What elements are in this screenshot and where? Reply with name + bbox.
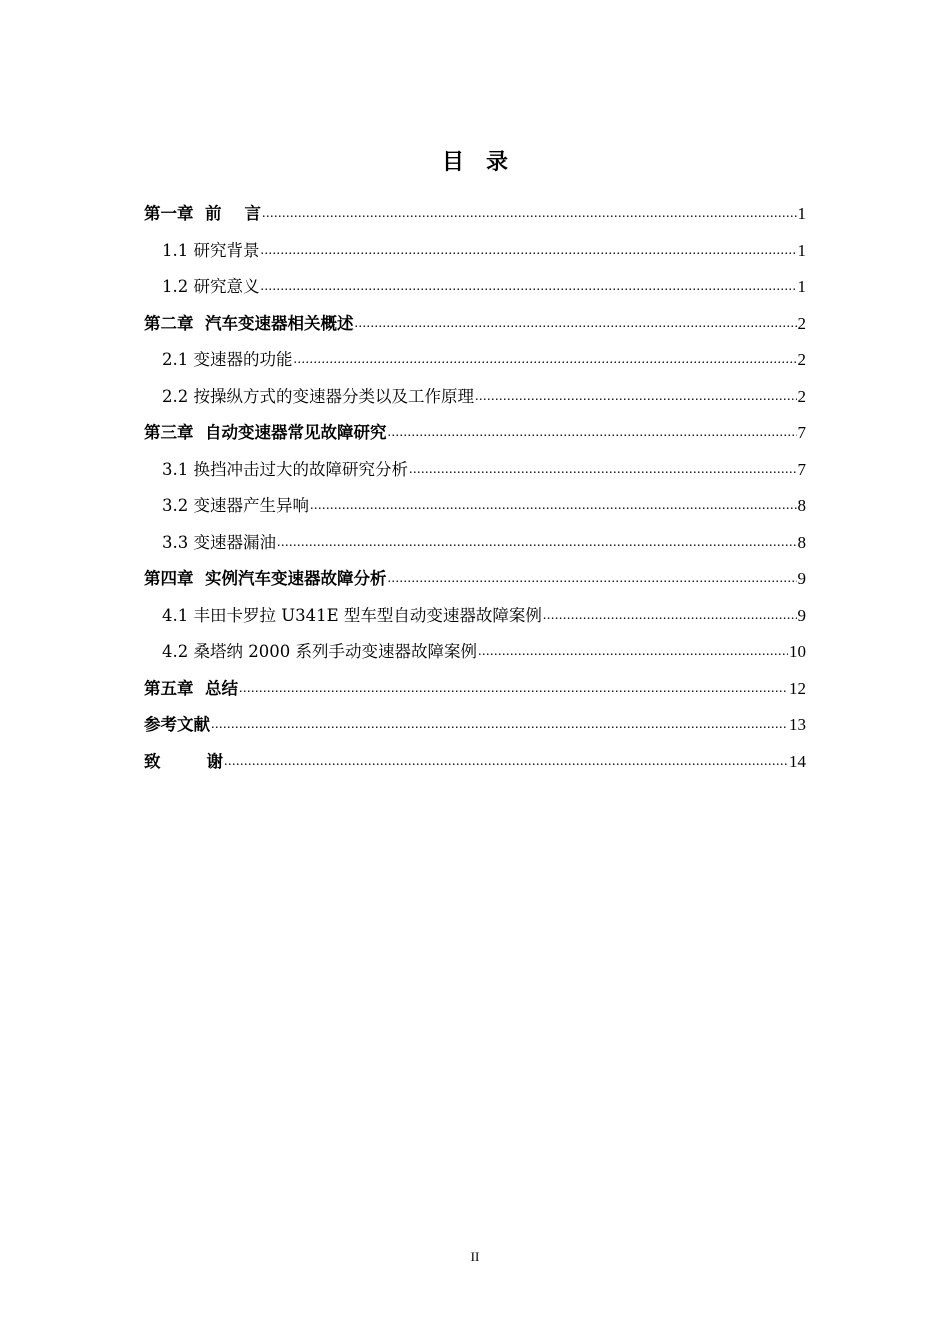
toc-entry-text: 1.2 研究意义	[162, 277, 260, 296]
toc-entry-page: 9	[797, 605, 806, 625]
toc-entry-page: 7	[797, 423, 806, 442]
table-of-contents	[144, 196, 806, 780]
toc-entry[interactable]	[144, 671, 806, 708]
toc-entry-text: 2.2 按操纵方式的变速器分类以及工作原理	[162, 386, 474, 406]
toc-entry-text: 参考文献	[144, 715, 210, 734]
toc-entry-page: 9	[797, 569, 806, 588]
toc-entry-page: 2	[797, 313, 806, 333]
toc-leader-dots	[277, 525, 797, 562]
toc-entry-page: 7	[797, 459, 806, 479]
toc-entry-page: 1	[797, 240, 806, 260]
toc-entry[interactable]	[144, 525, 806, 562]
toc-leader-dots	[294, 342, 797, 379]
toc-leader-dots	[224, 744, 788, 781]
toc-entry[interactable]	[144, 196, 806, 233]
toc-entry[interactable]	[144, 452, 806, 489]
toc-entry-page: 1	[797, 204, 806, 223]
toc-entry[interactable]	[144, 415, 806, 452]
toc-entry-page: 2	[797, 350, 806, 369]
toc-leader-dots	[310, 488, 797, 525]
toc-entry-text: 3.1 换挡冲击过大的故障研究分析	[162, 459, 408, 479]
toc-entry[interactable]	[144, 744, 806, 781]
page-number: II	[470, 1249, 480, 1264]
toc-entry[interactable]	[144, 634, 806, 671]
toc-entry-page: 1	[797, 277, 806, 296]
toc-leader-dots	[478, 634, 788, 671]
toc-entry-text: 4.2 桑塔纳 2000 系列手动变速器故障案例	[162, 642, 477, 661]
toc-entry-text: 2.1 变速器的功能	[162, 350, 293, 369]
toc-entry-text: 致 谢	[144, 751, 223, 771]
toc-leader-dots	[355, 306, 797, 343]
toc-leader-dots	[261, 233, 797, 270]
toc-entry-page: 2	[797, 386, 806, 406]
toc-entry-page: 12	[789, 678, 806, 698]
toc-entry[interactable]	[144, 598, 806, 635]
toc-entry-text: 第三章 自动变速器常见故障研究	[144, 423, 387, 442]
toc-leader-dots	[211, 707, 788, 744]
toc-entry-text: 第二章 汽车变速器相关概述	[144, 313, 354, 333]
toc-entry[interactable]	[144, 488, 806, 525]
toc-entry-page: 14	[789, 751, 806, 771]
toc-entry-page: 8	[797, 496, 806, 515]
toc-entry[interactable]	[144, 306, 806, 343]
toc-entry-text: 第一章 前 言	[144, 204, 261, 223]
toc-entry[interactable]	[144, 379, 806, 416]
toc-entry[interactable]	[144, 707, 806, 744]
toc-leader-dots	[543, 598, 797, 635]
toc-leader-dots	[239, 671, 788, 708]
toc-entry[interactable]	[144, 561, 806, 598]
toc-entry[interactable]	[144, 233, 806, 270]
toc-leader-dots	[475, 379, 797, 416]
toc-entry-text: 3.2 变速器产生异响	[162, 496, 309, 515]
toc-entry-text: 第四章 实例汽车变速器故障分析	[144, 569, 387, 588]
toc-entry-text: 1.1 研究背景	[162, 240, 260, 260]
toc-entry-page: 13	[789, 715, 806, 734]
toc-entry-page: 10	[789, 642, 806, 661]
toc-entry[interactable]	[144, 342, 806, 379]
toc-entry-text: 第五章 总结	[144, 678, 238, 698]
toc-leader-dots	[262, 196, 797, 233]
toc-entry-text: 3.3 变速器漏油	[162, 532, 276, 552]
toc-leader-dots	[388, 415, 797, 452]
toc-entry-page: 8	[797, 532, 806, 552]
toc-entry[interactable]	[144, 269, 806, 306]
toc-leader-dots	[388, 561, 797, 598]
toc-leader-dots	[261, 269, 797, 306]
toc-title: 目 录	[441, 150, 508, 175]
toc-entry-text: 4.1 丰田卡罗拉 U341E 型车型自动变速器故障案例	[162, 605, 542, 625]
toc-leader-dots	[409, 452, 797, 489]
